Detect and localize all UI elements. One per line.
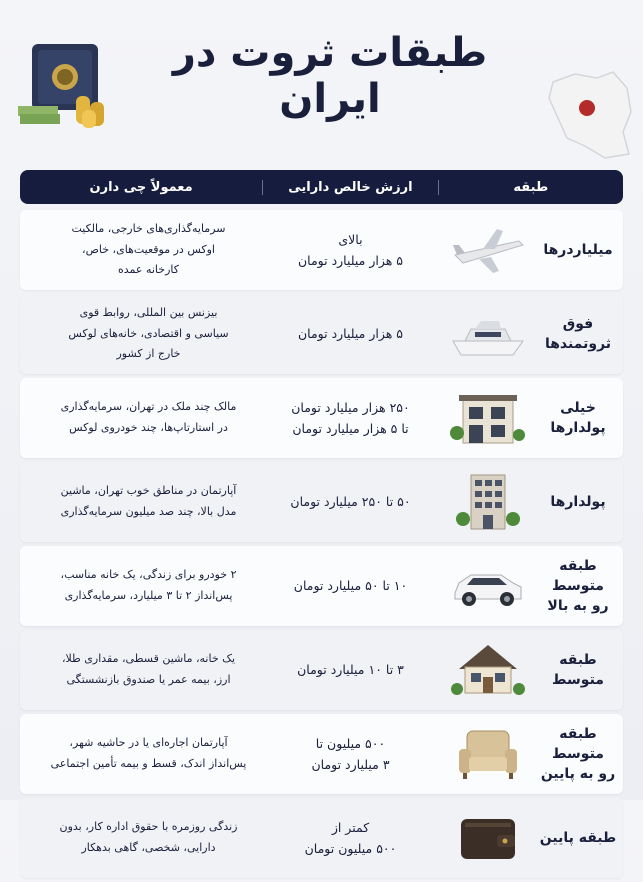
typical-assets: یک خانه، ماشین قسطی، مقداری طلا، ارز، بیمه عمر یا صندوق بازنشستگی: [61, 652, 236, 686]
typical-assets: آپارتمان اجاره‌ای یا در حاشیه شهر، پس‌انداز اندک، قسط و بیمه تأمین اجتماعی: [50, 736, 247, 770]
class-name: طبقه متوسط: [552, 651, 604, 688]
page-title: طبقات ثروت در ایران: [172, 30, 488, 122]
table-row: [20, 294, 623, 374]
safe-icon: [14, 40, 114, 132]
header-typical-assets: معمولاً چی دارن: [89, 179, 193, 195]
class-name: خیلی پولدارها: [550, 399, 606, 436]
table-row: [20, 630, 623, 710]
net-worth: ۱۰ تا ۵۰ میلیارد تومان: [293, 578, 408, 594]
net-worth: ۵ هزار میلیارد تومان: [297, 326, 404, 342]
net-worth: ۵۰۰ میلیون تا ۳ میلیارد تومان: [311, 735, 390, 772]
apartment-building-icon: [443, 467, 533, 537]
house-icon: [443, 635, 533, 705]
suv-car-icon: [443, 551, 533, 621]
net-worth: کمتر از ۵۰۰ میلیون تومان: [304, 819, 397, 856]
typical-assets: زندگی روزمره با حقوق اداره کار، بدون دارایی، شخصی، گاهی بدهکار: [59, 820, 238, 854]
iran-map-icon: [545, 68, 637, 164]
table-row: [20, 462, 623, 542]
header-class: طبقه: [513, 179, 549, 195]
table-row: [20, 210, 623, 290]
table-row: [20, 546, 623, 626]
villa-icon: [443, 383, 533, 453]
wealth-table: [20, 210, 623, 882]
table-row: [20, 714, 623, 794]
net-worth: ۵۰ تا ۲۵۰ میلیارد تومان: [290, 494, 411, 510]
armchair-icon: [443, 719, 533, 789]
net-worth: ۲۵۰ هزار میلیارد تومان تا ۵ هزار میلیارد تومان: [291, 399, 410, 436]
class-name: پولدارها: [550, 493, 606, 510]
typical-assets: سرمایه‌گذاری‌های خارجی، مالکیت اوکس در موقعیت‌های، خاص، کارخانه عمده: [71, 221, 226, 277]
wallet-icon: [443, 803, 533, 873]
typical-assets: آپارتمان در مناطق خوب تهران، ماشین مدل بالا، چند صد میلیون سرمایه‌گذاری: [60, 484, 237, 518]
table-row: [20, 798, 623, 878]
typical-assets: ۲ خودرو برای زندگی، یک خانه مناسب، پس‌انداز ۲ تا ۳ میلیارد، سرمایه‌گذاری: [60, 568, 237, 602]
table-header: [20, 170, 623, 204]
class-name: طبقه پایین: [539, 829, 617, 846]
airplane-icon: [443, 215, 533, 285]
class-name: طبقه متوسط رو به بالا: [547, 557, 609, 615]
header-net-worth: ارزش خالص دارایی: [262, 180, 438, 195]
class-name: فوق ثروتمندها: [544, 315, 612, 352]
class-name: میلیاردرها: [543, 241, 613, 258]
net-worth: بالای ۵ هزار میلیارد تومان: [297, 231, 404, 268]
yacht-icon: [443, 299, 533, 369]
table-row: [20, 378, 623, 458]
class-name: طبقه متوسط رو به پایین: [540, 725, 616, 783]
typical-assets: بیزنس بین المللی، روابط قوی سیاسی و اقتصادی، خانه‌های لوکس خارج از کشور: [68, 305, 229, 361]
net-worth: ۳ تا ۱۰ میلیارد تومان: [297, 662, 404, 678]
typical-assets: مالک چند ملک در تهران، سرمایه‌گذاری در استارتاپ‌ها، چند خودروی لوکس: [60, 400, 237, 434]
